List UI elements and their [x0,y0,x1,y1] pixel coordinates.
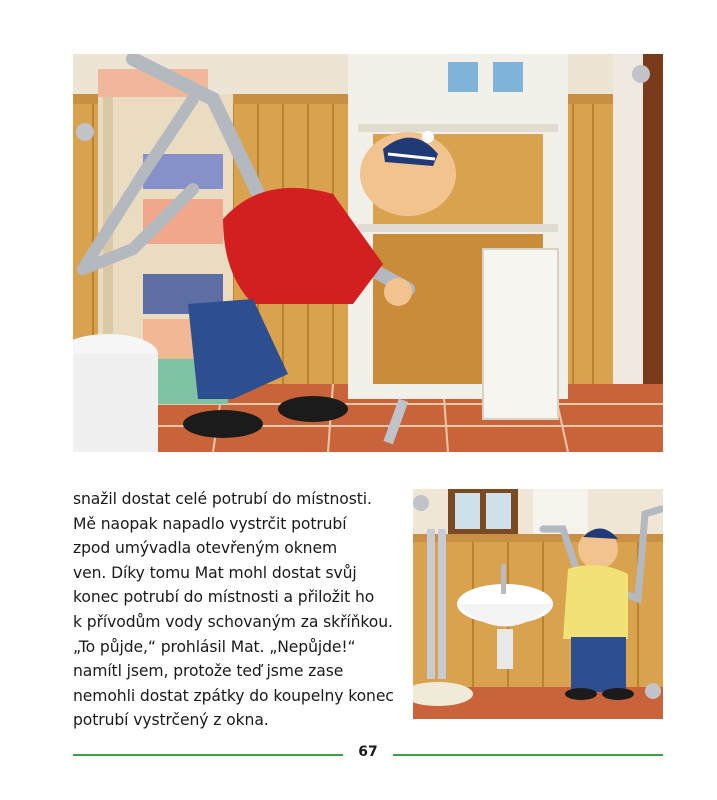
text-line: zpod umývadla otevřeným oknem [73,539,338,558]
secondary-illustration [413,489,663,719]
text-line: namítl jsem, protože teď jsme zase [73,662,344,681]
text-line: k přívodům vody schovaným za skříňkou. [73,612,393,631]
text-line: nemohli dostat zpátky do koupelny konec [73,686,394,705]
text-line: konec potrubí do místnosti a přiložit ho [73,588,375,607]
footer-rule-right [393,754,663,756]
body-text [73,487,408,733]
page-number: 67 [358,744,378,760]
text-line: ven. Díky tomu Mat mohl dostat svůj [73,563,357,582]
main-illustration [73,54,663,452]
text-line: Mě naopak napadlo vystrčit potrubí [73,514,347,533]
text-line: „To půjde,“ prohlásil Mat. „Nepůjde!“ [73,637,356,656]
text-line: snažil dostat celé potrubí do místnosti. [73,490,372,508]
footer-rule-left [73,754,343,756]
text-line: potrubí vystrčený z okna. [73,711,269,730]
